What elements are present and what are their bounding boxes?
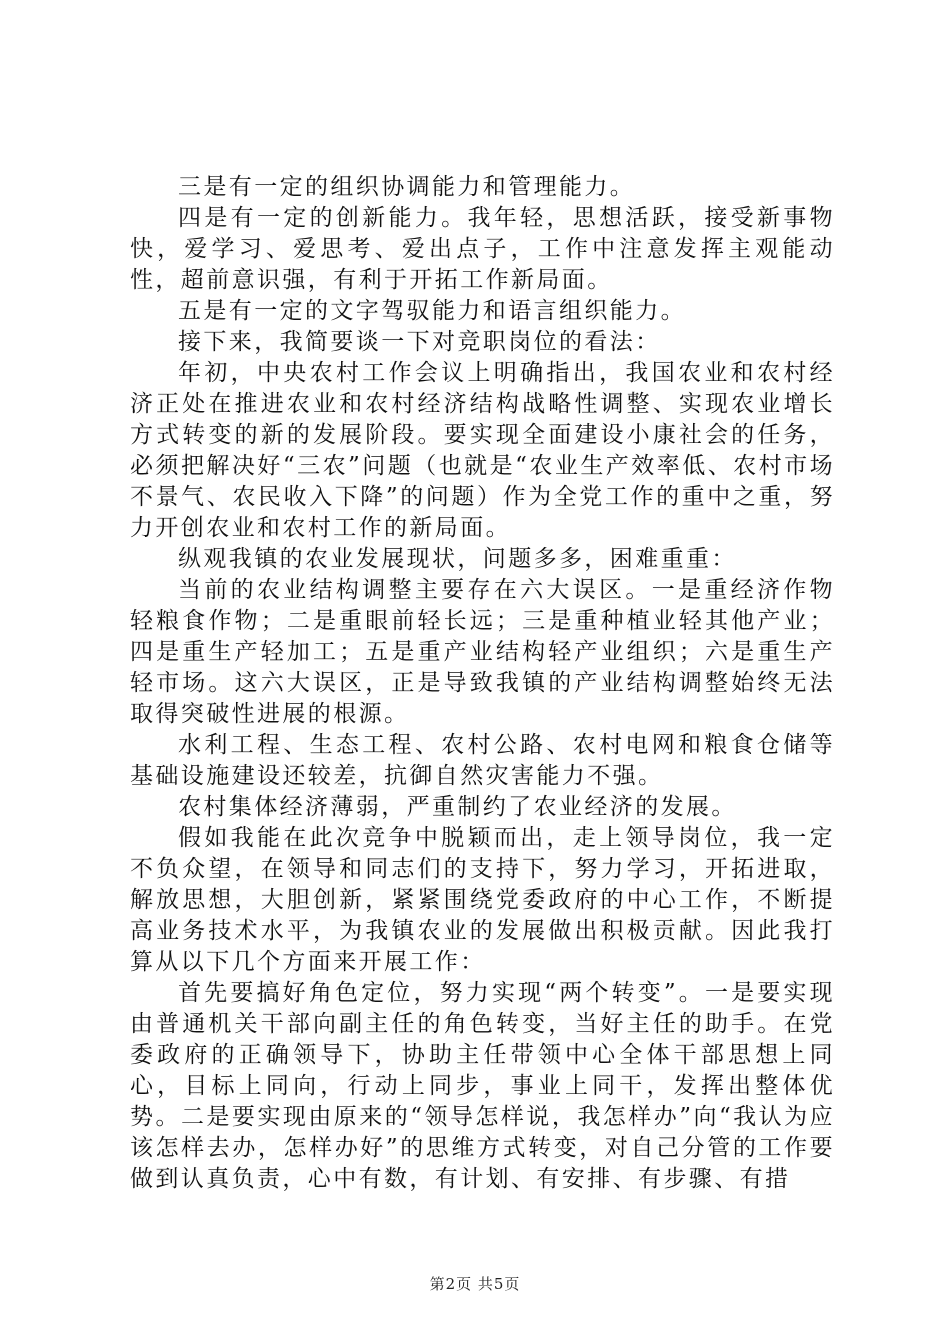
paragraph-2: 四是有一定的创新能力。我年轻，思想活跃，接受新事物快，爱学习、爱思考、爱出点子，工作中注意发挥主观能动性，超前意识强，有利于开拓工作新局面。 — [130, 205, 835, 293]
paragraph-8: 水利工程、生态工程、农村公路、农村电网和粮食仓储等基础设施建设还较差，抗御自然灾害能力不强。 — [130, 732, 835, 789]
paragraph-11: 首先要搞好角色定位，努力实现“两个转变”。一是要实现由普通机关干部向副主任的角色转变，当好主任的助手。在党委政府的正确领导下，协助主任带领中心全体干部思想上同心，目标上同向，行动上同步，事业上同干，发挥出整体优势。二是要实现由原来的“领导怎样说，我怎样办”向“我认为应该怎样去办，怎样办好”的思维方式转变，对自己分管的工作要做到认真负责，心中有数，有计划、有安排、有步骤、有措 — [130, 980, 835, 1192]
paragraph-10: 假如我能在此次竞争中脱颖而出，走上领导岗位，我一定不负众望，在领导和同志们的支持下，努力学习，开拓进取，解放思想，大胆创新，紧紧围绕党委政府的中心工作，不断提高业务技术水平，为我镇农业的发展做出积极贡献。因此我打算从以下几个方面来开展工作： — [130, 825, 835, 975]
paragraph-5: 年初，中央农村工作会议上明确指出，我国农业和农村经济正处在推进农业和农村经济结构战略性调整、实现农业增长方式转变的新的发展阶段。要实现全面建设小康社会的任务，必须把解决好“三农”问题（也就是“农业生产效率低、农村市场不景气、农民收入下降”的问题）作为全党工作的重中之重，努力开创农业和农村工作的新局面。 — [130, 360, 835, 541]
page-footer: 第2页 共5页 — [429, 1275, 521, 1293]
document-body — [130, 172, 835, 1195]
paragraph-6: 纵观我镇的农业发展现状，问题多多，困难重重： — [178, 546, 737, 572]
paragraph-7: 当前的农业结构调整主要存在六大误区。一是重经济作物轻粮食作物；二是重眼前轻长远；三是重种植业轻其他产业；四是重生产轻加工；五是重产业结构轻产业组织；六是重生产轻市场。这六大误区，正是导致我镇的产业结构调整始终无法取得突破性进展的根源。 — [130, 577, 835, 727]
paragraph-4: 接下来，我简要谈一下对竞职岗位的看法： — [178, 329, 661, 355]
paragraph-9: 农村集体经济薄弱，严重制约了农业经济的发展。 — [178, 794, 737, 820]
paragraph-3: 五是有一定的文字驾驭能力和语言组织能力。 — [178, 298, 686, 324]
paragraph-1: 三是有一定的组织协调能力和管理能力。 — [178, 174, 636, 200]
